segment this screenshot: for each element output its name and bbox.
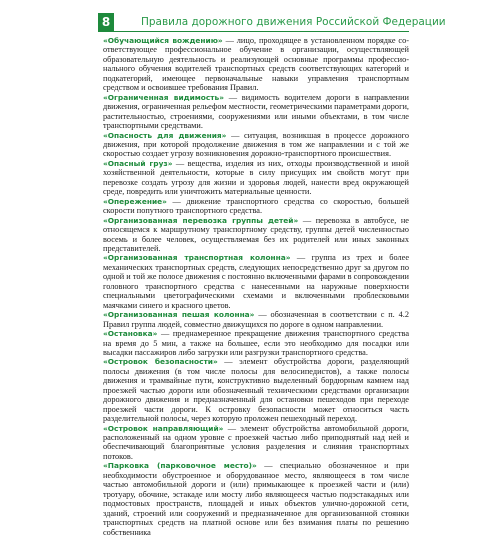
definition-term: «Организованная перевозка группы детей» (103, 215, 299, 225)
definition-entry (103, 93, 409, 131)
definition-text: — вещества, изделия из них, отходы производственной и иной хозяйственной деятельности, которые в силу присущих им свойств могут при перевозке создать угрозу для жизни и здоровья людей, нанести вред окружающей среде, повредить или уничтожить материальные ценности. (103, 158, 409, 197)
definition-entry (103, 329, 409, 357)
definition-term: «Опережение» (103, 196, 167, 206)
definition-text: — элемент обустройства автомобильной дороги, расположенный на одном уровне с проезжей частью либо приподнятый над ней и обеспечивающий благоприятные условия разделения и слияния транспортных потоков. (103, 423, 409, 461)
definition-text: — элемент обустройства дороги, разделяющий полосы движения (в том числе полосы для велосипедистов), а также полосы движения и трамвайные пути, конструктивно выделенный бордюрным камнем над проезжей частью дороги или обозначенный техническими средствами организации дорожного движения и предназначенный для остановки пешеходов при переходе проезжей части дороги. К островку безопасности может относиться часть разделительной полосы, через которую проложен пешеходный переход. (103, 357, 409, 424)
definition-text: — группа из трех и более механических транспортных средств, следующих непосредственно друг за другом по одной и той же полосе движения с постоянно включенными фарами в сопровождении головного транспортного средства с нанесенными на наружные поверхности специальными цветографическими схемами и включенными проблесковыми маячками синего и красного цветов. (103, 253, 410, 310)
definition-term: «Организованная пешая колонна» (103, 310, 255, 320)
definition-term: «Островок направляющий» (103, 423, 224, 433)
definition-text: — специально обозначенное и при необходимости обустроенное и оборудованное место, являющееся в том числе частью автомобильной дороги и (или) примыкающее к проезжей части и (или) тротуару, обочине, эстакаде или мосту либо являющееся частью подэстакадных или подмостовых пространств, площадей и иных объектов улично-дорожной сети, зданий, строений или сооружений и предназначенное для организованной стоянки транспортных средств на платной основе или без взимания платы по решению собственника (103, 461, 409, 537)
definition-text: — видимость водителем дороги в направлении движения, ограниченная рельефом местности, геометрическими параметрами дороги, растительностью, строениями, сооружениями или иными объектами, в том числе транспортными средствами. (103, 92, 409, 131)
definition-entry (103, 253, 409, 310)
definition-term: «Обучающийся вождению» (103, 36, 223, 45)
running-title: Правила дорожного движения Российской Федерации (141, 16, 446, 28)
definition-term: «Опасность для движения» (103, 130, 227, 140)
definition-entry (103, 424, 409, 462)
definition-entry (103, 310, 409, 329)
definition-text: — движение транспортного средства со скоростью, большей скорости попутного транспортного средства. (103, 196, 409, 216)
definition-entry (103, 216, 409, 254)
definition-text: — ситуация, возникшая в процессе дорожного движения, при которой продолжение движения в том же направлении и с той же скоростью создает угрозу возникновения дорожно-транспортного происшествия. (103, 130, 409, 159)
definition-term: «Опасный груз» (103, 158, 173, 168)
definition-text: — перевозка в автобусе, не относящемся к маршрутному транспортному средству, группы детей численностью восемь и более человек, осуществляемая без их родителей или иных законных представителей. (103, 215, 409, 253)
definition-text: — обозначенная в соответствии с п. 4.2 Правил группа людей, совместно движущихся по дороге в одном направлении. (103, 310, 409, 329)
definition-term: «Парковка (парковочное место)» (103, 461, 257, 471)
definition-entry (103, 197, 409, 216)
definition-entry (103, 36, 409, 93)
page-number: 8 (98, 13, 114, 31)
definition-term: «Остановка» (103, 329, 158, 339)
definition-text: — преднамеренное прекращение движения транспортного средства на время до 5 мин, а также на большее, если это необходимо для посадки или высадки пассажиров либо загрузки или разгрузки транспортного средства. (103, 329, 409, 357)
definition-term: «Организованная транспортная колонна» (103, 253, 291, 263)
definition-entry (103, 131, 409, 159)
header-divider (98, 31, 409, 32)
definitions-list (103, 36, 409, 537)
definition-term: «Островок безопасности» (103, 357, 218, 367)
definition-text: — лицо, проходящее в установленном порядке соответствующее профессиональное обучение в организации, осуществляющей образовательную деятельность и реализующей основные программы профессионального обучения водителей транспортных средств соответствующих категорий и подкатегорий, имеющее первоначальные навыки управления транспортным средством и освоившее требования Правил. (103, 36, 410, 93)
definition-entry (103, 461, 409, 537)
definition-entry (103, 159, 409, 197)
definition-entry (103, 357, 409, 423)
definition-term: «Ограниченная видимость» (103, 92, 224, 102)
page-header (0, 13, 500, 31)
